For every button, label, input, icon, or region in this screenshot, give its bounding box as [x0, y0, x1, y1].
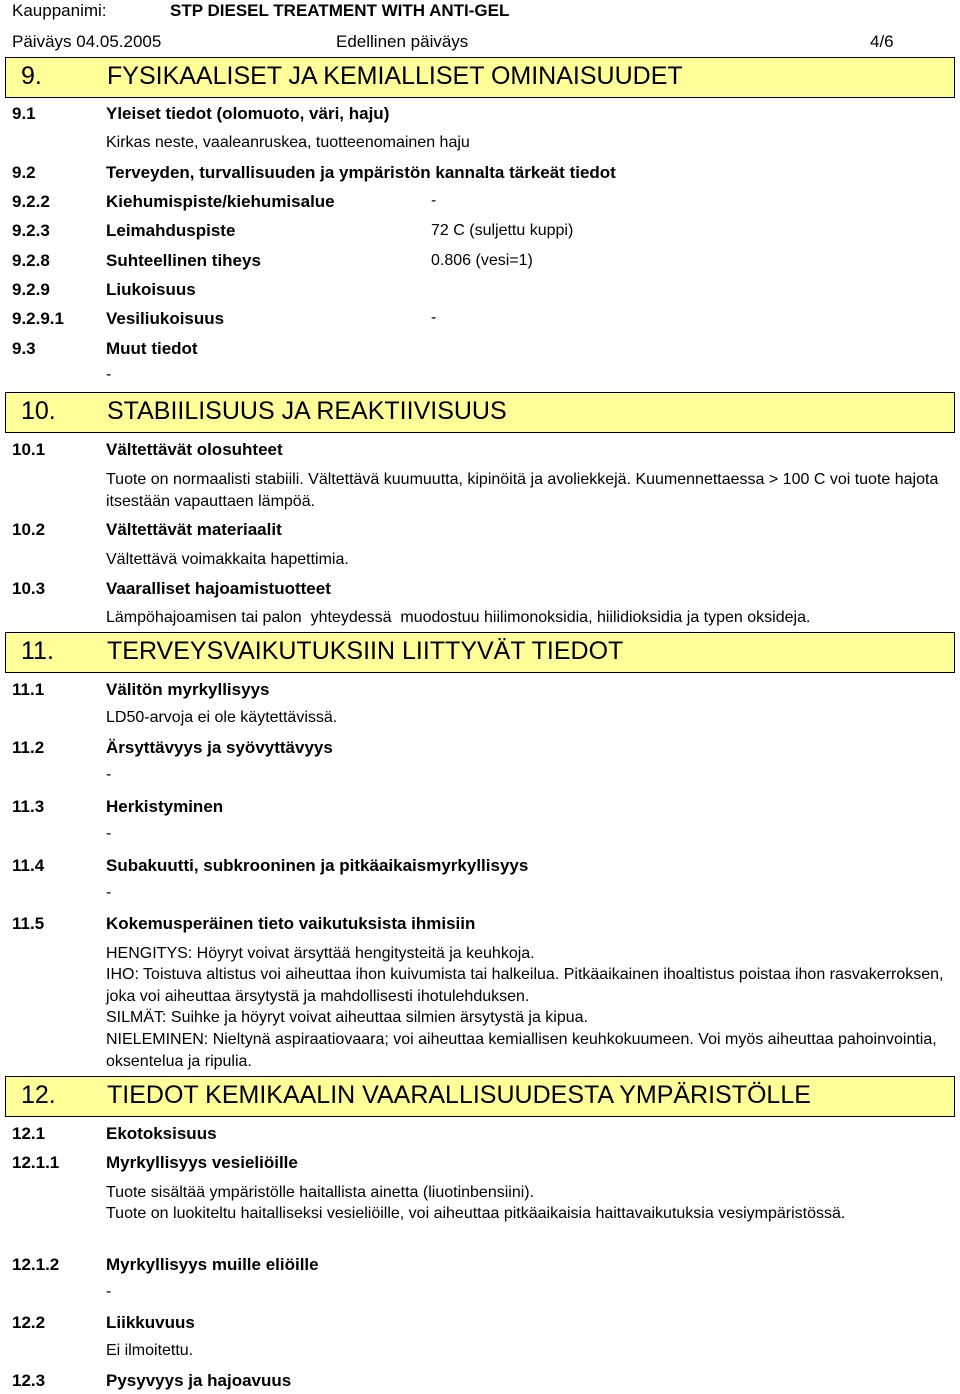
- item-label: Vaaralliset hajoamistuotteet: [106, 579, 331, 598]
- item-number: 11.1: [12, 680, 45, 699]
- trade-name: STP DIESEL TREATMENT WITH ANTI-GEL: [170, 1, 510, 20]
- item-label: Yleiset tiedot (olomuoto, väri, haju): [106, 104, 390, 123]
- item-text: Tuote on luokiteltu haitalliseksi vesieliöille, voi aiheuttaa pitkäaikaisia haittavaikutuksia vesiympäristössä.: [106, 1205, 846, 1222]
- item-label: Suhteellinen tiheys: [106, 251, 261, 270]
- item-number: 9.2.3: [12, 221, 50, 240]
- item-label: Muut tiedot: [106, 339, 198, 358]
- item-number: 12.2: [12, 1313, 46, 1332]
- item-text: -: [106, 366, 112, 383]
- section-11-header: [5, 632, 955, 673]
- item-number: 11.5: [12, 914, 45, 933]
- item-number: 12.1.2: [12, 1255, 60, 1274]
- item-label: Leimahduspiste: [106, 221, 236, 240]
- item-text: -: [106, 766, 112, 783]
- item-text: -: [106, 1283, 112, 1300]
- item-label: Myrkyllisyys vesieliöille: [106, 1153, 298, 1172]
- item-value: -: [431, 309, 437, 326]
- item-label: Subakuutti, subkrooninen ja pitkäaikaismyrkyllisyys: [106, 856, 529, 875]
- item-value: -: [431, 192, 437, 209]
- section-title: TERVEYSVAIKUTUKSIIN LIITTYVÄT TIEDOT: [107, 637, 624, 665]
- item-number: 9.2.8: [12, 251, 50, 270]
- section-number: 12.: [21, 1081, 56, 1109]
- item-number: 9.2.9.1: [12, 309, 64, 328]
- section-title: STABIILISUUS JA REAKTIIVISUUS: [107, 397, 507, 425]
- section-12-header: [5, 1076, 955, 1117]
- section-title: TIEDOT KEMIKAALIN VAARALLISUUDESTA YMPÄRISTÖLLE: [107, 1081, 811, 1109]
- item-label: Liukoisuus: [106, 280, 196, 299]
- item-label: Myrkyllisyys muille eliöille: [106, 1255, 319, 1274]
- item-number: 12.1.1: [12, 1153, 60, 1172]
- section-title: FYSIKAALISET JA KEMIALLISET OMINAISUUDET: [107, 62, 683, 90]
- trade-name-label: Kauppanimi:: [12, 1, 107, 20]
- section-9-header: [5, 57, 955, 98]
- item-text: Tuote on normaalisti stabiili. Vältettävä kuumuutta, kipinöitä ja avoliekkejä. Kuumennettaessa > 100 C voi tuote hajota itsestään vapauttaen lämpöä.: [106, 471, 939, 510]
- item-text: NIELEMINEN: Nieltynä aspiraatiovaara; voi aiheuttaa kemiallisen keuhkokuumeen. Voi myös aiheuttaa pahoinvointia, oksentelua ja ripulia.: [106, 1031, 937, 1070]
- item-number: 9.2.9: [12, 280, 50, 299]
- date-label: Päiväys 04.05.2005: [12, 32, 162, 51]
- page-number: 4/6: [870, 32, 894, 51]
- item-label: Kokemusperäinen tieto vaikutuksista ihmisiin: [106, 914, 476, 933]
- item-number: 11.2: [12, 738, 45, 757]
- item-number: 11.3: [12, 797, 45, 816]
- item-number: 9.3: [12, 339, 36, 358]
- item-label: Herkistyminen: [106, 797, 224, 816]
- item-text: Ei ilmoitettu.: [106, 1342, 194, 1359]
- item-number: 9.1: [12, 104, 36, 123]
- section-number: 10.: [21, 397, 56, 425]
- item-label: Ekotoksisuus: [106, 1124, 217, 1143]
- previous-date-label: Edellinen päiväys: [336, 32, 469, 51]
- item-number: 10.3: [12, 579, 46, 598]
- item-text: SILMÄT: Suihke ja höyryt voivat aiheuttaa silmien ärsytystä ja kipua.: [106, 1009, 588, 1026]
- item-label: Terveyden, turvallisuuden ja ympäristön kannalta tärkeät tiedot: [106, 163, 616, 182]
- item-number: 10.1: [12, 440, 46, 459]
- item-text: Tuote sisältää ympäristölle haitallista ainetta (liuotinbensiini).: [106, 1184, 535, 1201]
- section-number: 11.: [21, 637, 54, 665]
- item-label: Vältettävät materiaalit: [106, 520, 282, 539]
- item-number: 9.2.2: [12, 192, 50, 211]
- item-label: Liikkuvuus: [106, 1313, 195, 1332]
- item-number: 12.1: [12, 1124, 46, 1143]
- item-text: Lämpöhajoamisen tai palon yhteydessä muodostuu hiilimonoksidia, hiilidioksidia ja typen oksideja.: [106, 609, 811, 626]
- item-label: Vältettävät olosuhteet: [106, 440, 283, 459]
- item-number: 10.2: [12, 520, 46, 539]
- section-10-header: [5, 392, 955, 433]
- item-text: HENGITYS: Höyryt voivat ärsyttää hengitysteitä ja keuhkoja.: [106, 945, 535, 962]
- item-label: Kiehumispiste/kiehumisalue: [106, 192, 335, 211]
- item-label: Vesiliukoisuus: [106, 309, 225, 328]
- item-value: 72 C (suljettu kuppi): [431, 222, 574, 239]
- section-number: 9.: [21, 62, 42, 90]
- item-text: -: [106, 884, 112, 901]
- item-number: 12.3: [12, 1371, 46, 1390]
- item-number: 9.2: [12, 163, 36, 182]
- item-text: LD50-arvoja ei ole käytettävissä.: [106, 709, 338, 726]
- item-label: Ärsyttävyys ja syövyttävyys: [106, 738, 333, 757]
- item-value: 0.806 (vesi=1): [431, 252, 533, 269]
- item-text: Vältettävä voimakkaita hapettimia.: [106, 551, 349, 568]
- item-number: 11.4: [12, 856, 45, 875]
- item-text: Kirkas neste, vaaleanruskea, tuotteenomainen haju: [106, 134, 470, 151]
- item-label: Pysyvyys ja hajoavuus: [106, 1371, 292, 1390]
- item-label: Välitön myrkyllisyys: [106, 680, 270, 699]
- item-text: IHO: Toistuva altistus voi aiheuttaa ihon kuivumista tai halkeilua. Pitkäaikainen ihoaltistus poistaa ihon rasvakerroksen, joka voi aiheuttaa ärsytystä ja mahdollisesti ihotulehduksen.: [106, 966, 944, 1005]
- item-text: -: [106, 825, 112, 842]
